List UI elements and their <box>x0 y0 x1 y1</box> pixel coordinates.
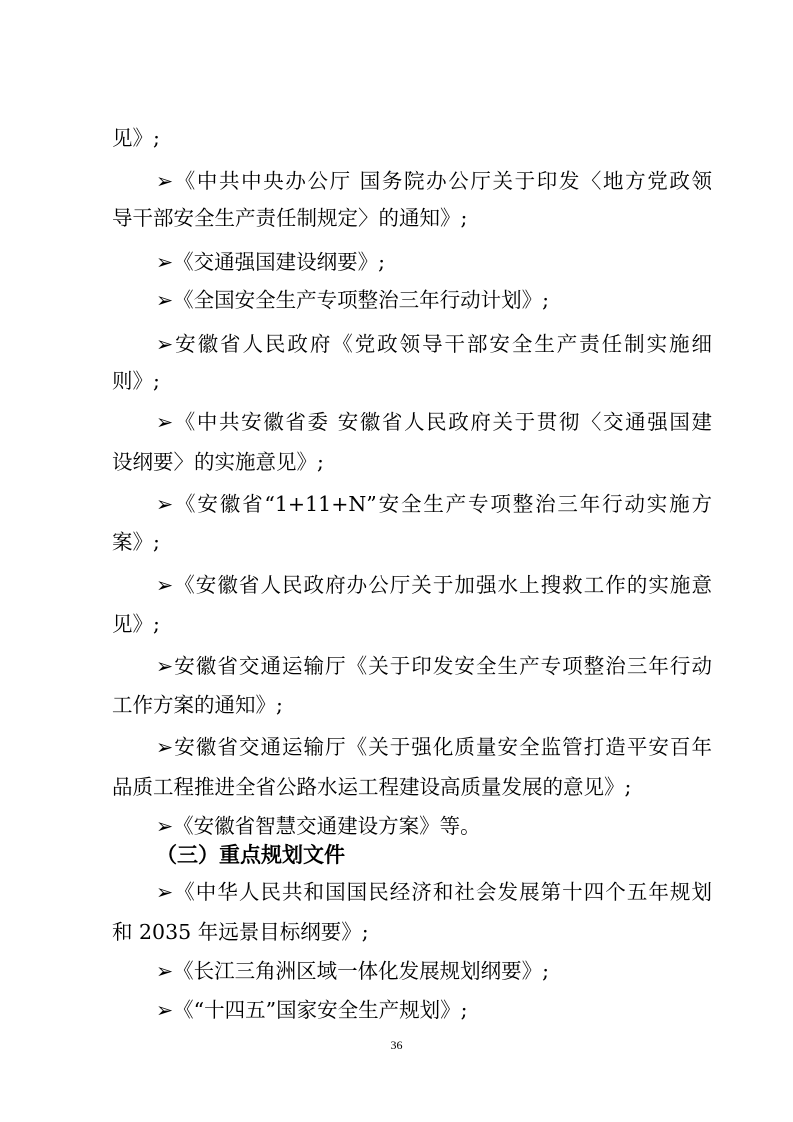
list-item: ➢《中华人民共和国国民经济和社会发展第十四个五年规划 <box>156 880 712 904</box>
list-item: ➢安徽省交通运输厅《关于强化质量安全监管打造平安百年 <box>156 735 712 759</box>
list-item: ➢《长江三角洲区域一体化发展规划纲要》; <box>156 959 550 983</box>
list-item: ➢《交通强国建设纲要》; <box>156 250 386 274</box>
list-item: ➢《中共安徽省委 安徽省人民政府关于贯彻〈交通强国建 <box>156 410 712 434</box>
text-line: 见》; <box>112 126 160 150</box>
text-line: 工作方案的通知》; <box>112 693 283 717</box>
text-line: 品质工程推进全省公路水运工程建设高质量发展的意见》; <box>112 775 632 799</box>
text-line: 见》; <box>112 612 160 636</box>
text-line: 案》; <box>112 530 160 554</box>
text-line: 和 2035 年远景目标纲要》; <box>112 920 369 944</box>
list-item: ➢《“十四五”国家安全生产规划》; <box>156 998 468 1022</box>
section-heading: （三）重点规划文件 <box>156 843 345 867</box>
list-item: ➢《安徽省“1+11+N”安全生产专项整治三年行动实施方 <box>156 492 712 516</box>
list-item: ➢《安徽省人民政府办公厅关于加强水上搜救工作的实施意 <box>156 573 712 597</box>
text-line: 则》; <box>112 369 160 393</box>
list-item: ➢安徽省交通运输厅《关于印发安全生产专项整治三年行动 <box>156 654 712 678</box>
text-line: 导干部安全生产责任制规定〉的通知》; <box>112 206 468 230</box>
list-item: ➢《中共中央办公厅 国务院办公厅关于印发〈地方党政领 <box>156 169 712 193</box>
list-item: ➢《安徽省智慧交通建设方案》等。 <box>156 814 481 838</box>
text-line: 设纲要〉的实施意见》; <box>112 450 324 474</box>
list-item: ➢安徽省人民政府《党政领导干部安全生产责任制实施细 <box>156 332 712 356</box>
list-item: ➢《全国安全生产专项整治三年行动计划》; <box>156 288 550 312</box>
page-number: 36 <box>390 1038 403 1052</box>
